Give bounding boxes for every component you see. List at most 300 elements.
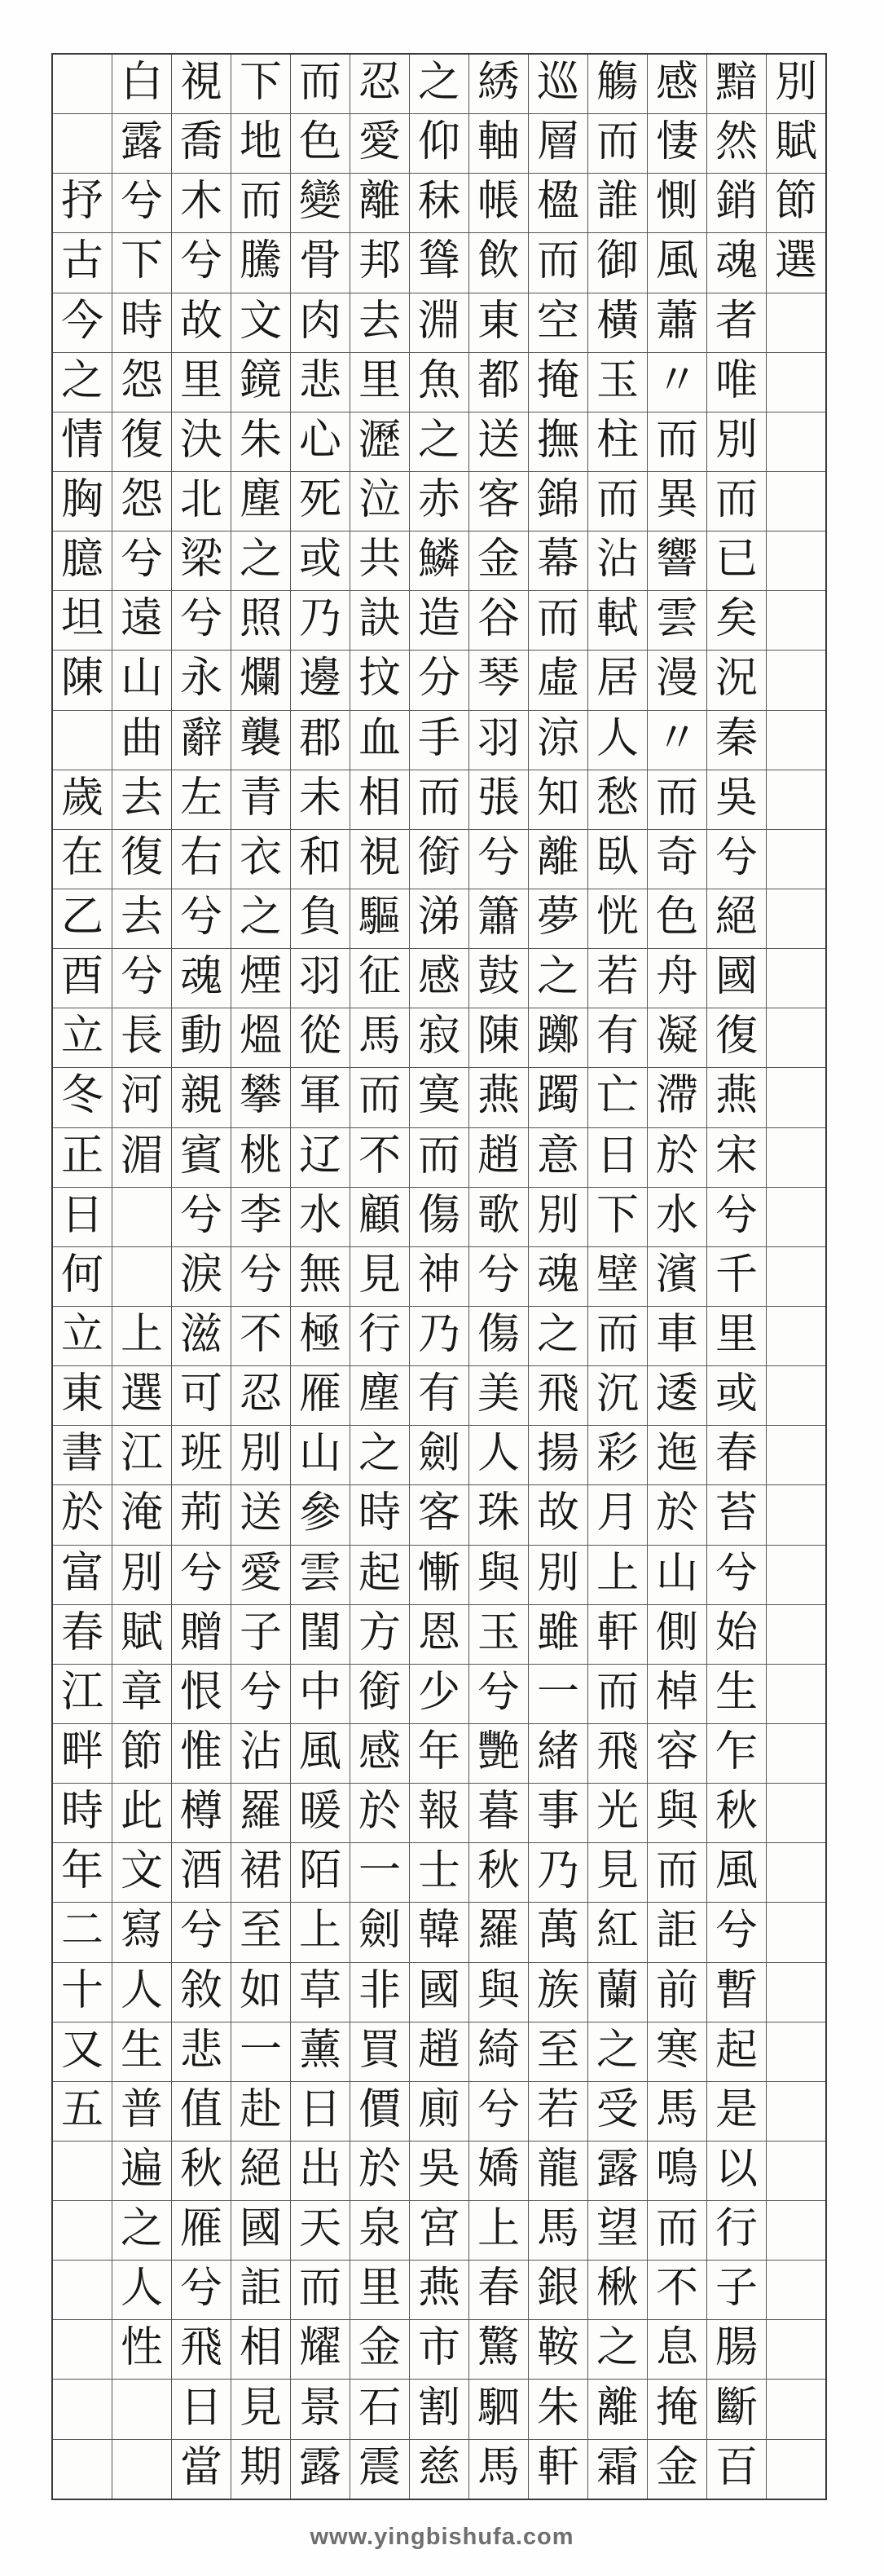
calligraphy-character: 遍 bbox=[120, 2146, 163, 2193]
calligraphy-character: 羅 bbox=[477, 1908, 520, 1955]
calligraphy-character: 復 bbox=[120, 834, 163, 881]
grid-cell bbox=[469, 711, 528, 770]
calligraphy-character: 露 bbox=[596, 2146, 639, 2193]
calligraphy-character: 選 bbox=[774, 238, 817, 285]
grid-column-7-from-right bbox=[410, 55, 469, 2499]
grid-cell bbox=[410, 1605, 468, 1665]
calligraphy-character: 之 bbox=[417, 417, 460, 464]
calligraphy-character: 送 bbox=[477, 417, 520, 464]
calligraphy-character: 淚 bbox=[179, 1251, 222, 1299]
grid-cell bbox=[231, 889, 290, 949]
grid-cell bbox=[529, 293, 587, 353]
calligraphy-character: 躅 bbox=[536, 1073, 579, 1120]
grid-cell bbox=[53, 711, 112, 770]
grid-cell bbox=[53, 1485, 112, 1545]
calligraphy-character: 愁 bbox=[596, 774, 639, 822]
grid-cell bbox=[410, 1128, 468, 1188]
grid-cell bbox=[469, 1188, 528, 1247]
calligraphy-character: 沾 bbox=[239, 1729, 282, 1775]
calligraphy-character: 而 bbox=[239, 179, 282, 226]
calligraphy-character: 照 bbox=[239, 596, 282, 643]
grid-cell bbox=[53, 830, 112, 889]
grid-cell bbox=[291, 1128, 350, 1188]
grid-cell bbox=[350, 1247, 409, 1307]
grid-cell bbox=[767, 1485, 825, 1545]
grid-cell bbox=[112, 412, 171, 472]
grid-column-12-from-right bbox=[112, 55, 172, 2499]
grid-cell bbox=[707, 1008, 766, 1068]
calligraphy-character: 朱 bbox=[239, 417, 282, 464]
grid-cell bbox=[707, 889, 766, 949]
calligraphy-character: 露 bbox=[298, 2444, 341, 2491]
grid-cell bbox=[767, 1008, 825, 1068]
calligraphy-character: 兮 bbox=[179, 894, 222, 942]
grid-cell bbox=[410, 114, 468, 174]
calligraphy-character: 遠 bbox=[120, 596, 163, 643]
grid-cell bbox=[469, 412, 528, 472]
grid-cell bbox=[231, 1665, 290, 1724]
calligraphy-character: 從 bbox=[298, 1013, 341, 1061]
calligraphy-character: 一 bbox=[239, 2027, 282, 2074]
calligraphy-character: 珠 bbox=[477, 1490, 520, 1537]
grid-cell bbox=[410, 2380, 468, 2439]
grid-cell bbox=[231, 174, 290, 233]
calligraphy-character: 未 bbox=[298, 774, 341, 822]
calligraphy-character: 五 bbox=[60, 2086, 103, 2133]
calligraphy-character: 而 bbox=[655, 2206, 698, 2253]
calligraphy-character: 薰 bbox=[298, 2027, 341, 2074]
grid-cell bbox=[707, 2142, 766, 2201]
grid-cell bbox=[469, 889, 528, 949]
grid-cell bbox=[469, 2440, 528, 2499]
grid-cell bbox=[529, 1008, 587, 1068]
grid-cell bbox=[231, 2022, 290, 2082]
calligraphy-character: 國 bbox=[417, 1967, 460, 2014]
grid-cell bbox=[53, 1188, 112, 1247]
grid-cell bbox=[707, 770, 766, 830]
grid-cell bbox=[648, 770, 706, 830]
grid-cell bbox=[707, 2261, 766, 2320]
calligraphy-character: 之 bbox=[536, 1312, 579, 1359]
calligraphy-character: 沉 bbox=[596, 1371, 639, 1418]
calligraphy-character: 有 bbox=[417, 1371, 460, 1418]
calligraphy-character: 期 bbox=[239, 2444, 282, 2491]
grid-cell bbox=[291, 1546, 350, 1605]
calligraphy-character: 淹 bbox=[120, 1490, 163, 1537]
calligraphy-character: 而 bbox=[536, 238, 579, 285]
grid-cell bbox=[707, 1485, 766, 1545]
calligraphy-character: 酉 bbox=[60, 954, 103, 1001]
calligraphy-character: 相 bbox=[239, 2325, 282, 2372]
calligraphy-character: 而 bbox=[655, 1848, 698, 1895]
calligraphy-character: 人 bbox=[596, 715, 639, 762]
calligraphy-character: 知 bbox=[536, 774, 579, 822]
calligraphy-character: 秣 bbox=[417, 179, 460, 226]
calligraphy-character: 決 bbox=[179, 417, 222, 464]
grid-cell bbox=[648, 2380, 706, 2439]
grid-cell bbox=[172, 651, 231, 710]
calligraphy-character: 山 bbox=[120, 655, 163, 703]
grid-cell bbox=[588, 114, 647, 174]
calligraphy-character: 別 bbox=[120, 1550, 163, 1597]
grid-cell bbox=[469, 2320, 528, 2380]
calligraphy-character: 左 bbox=[179, 774, 222, 822]
grid-cell bbox=[350, 830, 409, 889]
grid-column-10-from-right bbox=[231, 55, 291, 2499]
calligraphy-character: 樽 bbox=[179, 1789, 222, 1836]
grid-cell bbox=[172, 1188, 231, 1247]
grid-cell bbox=[410, 2142, 468, 2201]
grid-cell bbox=[469, 830, 528, 889]
grid-cell bbox=[172, 591, 231, 651]
grid-cell bbox=[588, 1903, 647, 1962]
calligraphy-character: 滯 bbox=[655, 1073, 698, 1120]
calligraphy-character: 雲 bbox=[655, 596, 698, 643]
calligraphy-character: 里 bbox=[715, 1312, 758, 1359]
grid-cell bbox=[648, 2201, 706, 2261]
grid-cell bbox=[112, 2142, 171, 2201]
calligraphy-character: 心 bbox=[298, 417, 341, 464]
grid-cell bbox=[350, 353, 409, 412]
calligraphy-character: 兮 bbox=[239, 1251, 282, 1299]
calligraphy-character: 劍 bbox=[358, 1908, 401, 1955]
calligraphy-character: 曲 bbox=[120, 715, 163, 762]
grid-cell bbox=[588, 1188, 647, 1247]
grid-cell bbox=[588, 2320, 647, 2380]
calligraphy-character: 白 bbox=[120, 60, 163, 107]
grid-cell bbox=[291, 353, 350, 412]
grid-cell bbox=[707, 2201, 766, 2261]
calligraphy-character: 而 bbox=[655, 417, 698, 464]
grid-cell bbox=[469, 1366, 528, 1426]
grid-cell bbox=[172, 889, 231, 949]
calligraphy-character: 士 bbox=[417, 1848, 460, 1895]
calligraphy-character: 忍 bbox=[239, 1371, 282, 1418]
grid-cell bbox=[291, 472, 350, 532]
calligraphy-character: 之 bbox=[417, 60, 460, 107]
grid-cell bbox=[469, 1068, 528, 1127]
calligraphy-character: 駟 bbox=[477, 2384, 520, 2432]
calligraphy-character: 寂 bbox=[417, 1013, 460, 1061]
grid-cell bbox=[350, 889, 409, 949]
calligraphy-character: 居 bbox=[596, 655, 639, 703]
grid-cell bbox=[350, 2440, 409, 2499]
calligraphy-character: 亡 bbox=[596, 1073, 639, 1120]
grid-cell bbox=[350, 412, 409, 472]
grid-cell bbox=[767, 233, 825, 293]
calligraphy-character: 河 bbox=[120, 1073, 163, 1120]
grid-cell bbox=[767, 174, 825, 233]
grid-cell bbox=[172, 353, 231, 412]
calligraphy-character: 雁 bbox=[298, 1371, 341, 1418]
grid-cell bbox=[53, 2022, 112, 2082]
calligraphy-character: 行 bbox=[358, 1312, 401, 1359]
grid-cell bbox=[350, 233, 409, 293]
calligraphy-character: 騰 bbox=[239, 238, 282, 285]
grid-cell bbox=[172, 1546, 231, 1605]
grid-cell bbox=[291, 1784, 350, 1843]
grid-cell bbox=[231, 591, 290, 651]
grid-cell bbox=[469, 1307, 528, 1366]
calligraphy-character: 趙 bbox=[417, 2027, 460, 2074]
grid-cell bbox=[291, 1008, 350, 1068]
calligraphy-character: 鳴 bbox=[655, 2146, 698, 2193]
calligraphy-character: 漫 bbox=[655, 655, 698, 703]
grid-cell bbox=[469, 1247, 528, 1307]
grid-cell bbox=[469, 1963, 528, 2022]
calligraphy-character: 兮 bbox=[477, 834, 520, 881]
calligraphy-character: 石 bbox=[358, 2384, 401, 2432]
calligraphy-character: 兮 bbox=[179, 596, 222, 643]
grid-cell bbox=[53, 651, 112, 710]
calligraphy-character: 聳 bbox=[417, 238, 460, 285]
calligraphy-character: 而 bbox=[536, 596, 579, 643]
grid-cell bbox=[648, 1546, 706, 1605]
calligraphy-character: 飛 bbox=[536, 1371, 579, 1418]
calligraphy-character: 值 bbox=[179, 2086, 222, 2133]
grid-cell bbox=[410, 2201, 468, 2261]
grid-cell bbox=[767, 711, 825, 770]
grid-cell bbox=[469, 1128, 528, 1188]
calligraphy-character: 之 bbox=[60, 357, 103, 404]
grid-cell bbox=[53, 889, 112, 949]
calligraphy-character: 乃 bbox=[417, 1312, 460, 1359]
grid-cell bbox=[648, 2022, 706, 2082]
grid-cell bbox=[648, 1188, 706, 1247]
calligraphy-character: 動 bbox=[179, 1013, 222, 1061]
grid-column-9-from-right bbox=[291, 55, 350, 2499]
grid-cell bbox=[648, 472, 706, 532]
grid-cell bbox=[707, 711, 766, 770]
calligraphy-character: 十 bbox=[60, 1967, 103, 2014]
calligraphy-character: 去 bbox=[358, 298, 401, 345]
calligraphy-character: 躑 bbox=[536, 1013, 579, 1061]
calligraphy-character: 上 bbox=[298, 1908, 341, 1955]
grid-cell bbox=[410, 1903, 468, 1962]
calligraphy-character: 水 bbox=[298, 1192, 341, 1239]
grid-cell bbox=[231, 1366, 290, 1426]
grid-cell bbox=[648, 1307, 706, 1366]
calligraphy-character: 綉 bbox=[477, 60, 520, 107]
calligraphy-character: 軒 bbox=[596, 1609, 639, 1656]
calligraphy-character: 熅 bbox=[239, 1013, 282, 1061]
calligraphy-character: 出 bbox=[298, 2146, 341, 2193]
calligraphy-character: 畔 bbox=[60, 1729, 103, 1775]
calligraphy-character: 參 bbox=[298, 1490, 341, 1537]
grid-cell bbox=[291, 1307, 350, 1366]
grid-cell bbox=[231, 2440, 290, 2499]
calligraphy-character: 暫 bbox=[715, 1967, 758, 2014]
grid-cell bbox=[112, 711, 171, 770]
grid-cell bbox=[529, 1843, 587, 1903]
grid-cell bbox=[291, 1843, 350, 1903]
calligraphy-character: 以 bbox=[715, 2146, 758, 2193]
calligraphy-character: 兮 bbox=[120, 954, 163, 1001]
calligraphy-character: 嬌 bbox=[477, 2146, 520, 2193]
grid-cell bbox=[231, 2380, 290, 2439]
calligraphy-character: 起 bbox=[358, 1550, 401, 1597]
calligraphy-character: 客 bbox=[417, 1490, 460, 1537]
grid-cell bbox=[648, 532, 706, 591]
grid-cell bbox=[707, 2440, 766, 2499]
grid-cell bbox=[648, 711, 706, 770]
calligraphy-character: 陳 bbox=[477, 1013, 520, 1061]
calligraphy-character: 梁 bbox=[179, 536, 222, 584]
grid-cell bbox=[112, 1963, 171, 2022]
calligraphy-character: 都 bbox=[477, 357, 520, 404]
calligraphy-character: 日 bbox=[596, 1132, 639, 1180]
grid-cell bbox=[469, 2142, 528, 2201]
calligraphy-character: 生 bbox=[120, 2027, 163, 2074]
grid-cell bbox=[53, 1605, 112, 1665]
calligraphy-character: 於 bbox=[655, 1132, 698, 1180]
grid-cell bbox=[410, 1247, 468, 1307]
grid-cell bbox=[707, 2380, 766, 2439]
calligraphy-character: 之 bbox=[536, 954, 579, 1001]
grid-cell bbox=[767, 1963, 825, 2022]
calligraphy-character: 或 bbox=[298, 536, 341, 584]
grid-cell bbox=[112, 1546, 171, 1605]
calligraphy-character: 傷 bbox=[477, 1312, 520, 1359]
grid-cell bbox=[410, 2022, 468, 2082]
grid-cell bbox=[53, 233, 112, 293]
calligraphy-character: 沾 bbox=[596, 536, 639, 584]
grid-cell bbox=[529, 1963, 587, 2022]
grid-cell bbox=[231, 1188, 290, 1247]
calligraphy-character: 魂 bbox=[715, 238, 758, 285]
grid-cell bbox=[767, 2142, 825, 2201]
grid-cell bbox=[767, 1605, 825, 1665]
calligraphy-character: 水 bbox=[655, 1192, 698, 1239]
grid-cell bbox=[707, 1546, 766, 1605]
grid-cell bbox=[291, 532, 350, 591]
calligraphy-character: 顧 bbox=[358, 1192, 401, 1239]
calligraphy-character: 苔 bbox=[715, 1490, 758, 1537]
calligraphy-character: 兮 bbox=[179, 2265, 222, 2313]
grid-cell bbox=[410, 1188, 468, 1247]
grid-cell bbox=[529, 233, 587, 293]
calligraphy-character: 方 bbox=[358, 1609, 401, 1656]
grid-cell bbox=[53, 1128, 112, 1188]
calligraphy-character: 賦 bbox=[120, 1609, 163, 1656]
grid-cell bbox=[410, 1724, 468, 1784]
grid-cell bbox=[172, 1247, 231, 1307]
calligraphy-character: 兮 bbox=[120, 536, 163, 584]
grid-cell bbox=[648, 1485, 706, 1545]
calligraphy-character: 生 bbox=[715, 1669, 758, 1716]
grid-cell bbox=[707, 1605, 766, 1665]
grid-cell bbox=[350, 1426, 409, 1485]
grid-cell bbox=[588, 591, 647, 651]
grid-cell bbox=[469, 770, 528, 830]
grid-cell bbox=[112, 1008, 171, 1068]
grid-cell bbox=[588, 1784, 647, 1843]
grid-cell bbox=[469, 2022, 528, 2082]
calligraphy-character: 趙 bbox=[477, 1132, 520, 1180]
grid-cell bbox=[291, 2022, 350, 2082]
grid-cell bbox=[410, 591, 468, 651]
grid-cell bbox=[648, 2440, 706, 2499]
grid-cell bbox=[707, 1843, 766, 1903]
grid-cell bbox=[53, 1665, 112, 1724]
calligraphy-character: 普 bbox=[120, 2086, 163, 2133]
calligraphy-character: 兮 bbox=[477, 1669, 520, 1716]
grid-cell bbox=[767, 591, 825, 651]
calligraphy-character: 望 bbox=[596, 2206, 639, 2253]
calligraphy-character: 上 bbox=[596, 1550, 639, 1597]
calligraphy-character: 紅 bbox=[596, 1908, 639, 1955]
calligraphy-character: 爛 bbox=[239, 655, 282, 703]
calligraphy-character: 愛 bbox=[358, 119, 401, 166]
calligraphy-character: 報 bbox=[417, 1789, 460, 1836]
calligraphy-character: 感 bbox=[417, 954, 460, 1001]
grid-cell bbox=[231, 1963, 290, 2022]
grid-cell bbox=[53, 591, 112, 651]
calligraphy-character: 之 bbox=[239, 536, 282, 584]
grid-cell bbox=[588, 2142, 647, 2201]
calligraphy-character: 負 bbox=[298, 894, 341, 942]
calligraphy-character: 木 bbox=[179, 179, 222, 226]
grid-cell bbox=[529, 1366, 587, 1426]
grid-cell bbox=[350, 711, 409, 770]
calligraphy-character: 骨 bbox=[298, 238, 341, 285]
calligraphy-character: 魂 bbox=[536, 1251, 579, 1299]
grid-cell bbox=[588, 1366, 647, 1426]
calligraphy-character: 兮 bbox=[179, 1908, 222, 1955]
grid-cell bbox=[291, 233, 350, 293]
grid-cell bbox=[588, 1665, 647, 1724]
grid-cell bbox=[529, 2201, 587, 2261]
calligraphy-character: 是 bbox=[715, 2086, 758, 2133]
grid-cell bbox=[350, 949, 409, 1008]
calligraphy-character: 空 bbox=[536, 298, 579, 345]
calligraphy-character: 慈 bbox=[417, 2444, 460, 2491]
calligraphy-character: 御 bbox=[596, 238, 639, 285]
calligraphy-character: 草 bbox=[298, 1967, 341, 2014]
grid-cell bbox=[529, 1724, 587, 1784]
grid-cell bbox=[767, 1784, 825, 1843]
grid-cell bbox=[767, 114, 825, 174]
calligraphy-character: 於 bbox=[358, 1789, 401, 1836]
calligraphy-character: 逶 bbox=[655, 1371, 698, 1418]
grid-cell bbox=[707, 1903, 766, 1962]
calligraphy-character: 悽 bbox=[655, 119, 698, 166]
grid-cell bbox=[231, 412, 290, 472]
grid-cell bbox=[231, 353, 290, 412]
grid-cell bbox=[350, 2142, 409, 2201]
grid-cell bbox=[231, 1843, 290, 1903]
grid-cell bbox=[112, 2201, 171, 2261]
grid-cell bbox=[588, 412, 647, 472]
grid-cell bbox=[707, 233, 766, 293]
grid-cell bbox=[172, 174, 231, 233]
calligraphy-character: 宮 bbox=[417, 2206, 460, 2253]
grid-cell bbox=[648, 1605, 706, 1665]
calligraphy-character: 時 bbox=[60, 1789, 103, 1836]
grid-cell bbox=[767, 2440, 825, 2499]
calligraphy-character: 兮 bbox=[239, 1669, 282, 1716]
grid-cell bbox=[529, 830, 587, 889]
grid-cell bbox=[291, 293, 350, 353]
calligraphy-character: 買 bbox=[358, 2027, 401, 2074]
grid-cell bbox=[588, 1843, 647, 1903]
calligraphy-character: 而 bbox=[298, 60, 341, 107]
calligraphy-character: 吳 bbox=[715, 774, 758, 822]
grid-cell bbox=[172, 2440, 231, 2499]
grid-cell bbox=[410, 2440, 468, 2499]
grid-cell bbox=[767, 1068, 825, 1127]
calligraphy-character: 而 bbox=[596, 1312, 639, 1359]
